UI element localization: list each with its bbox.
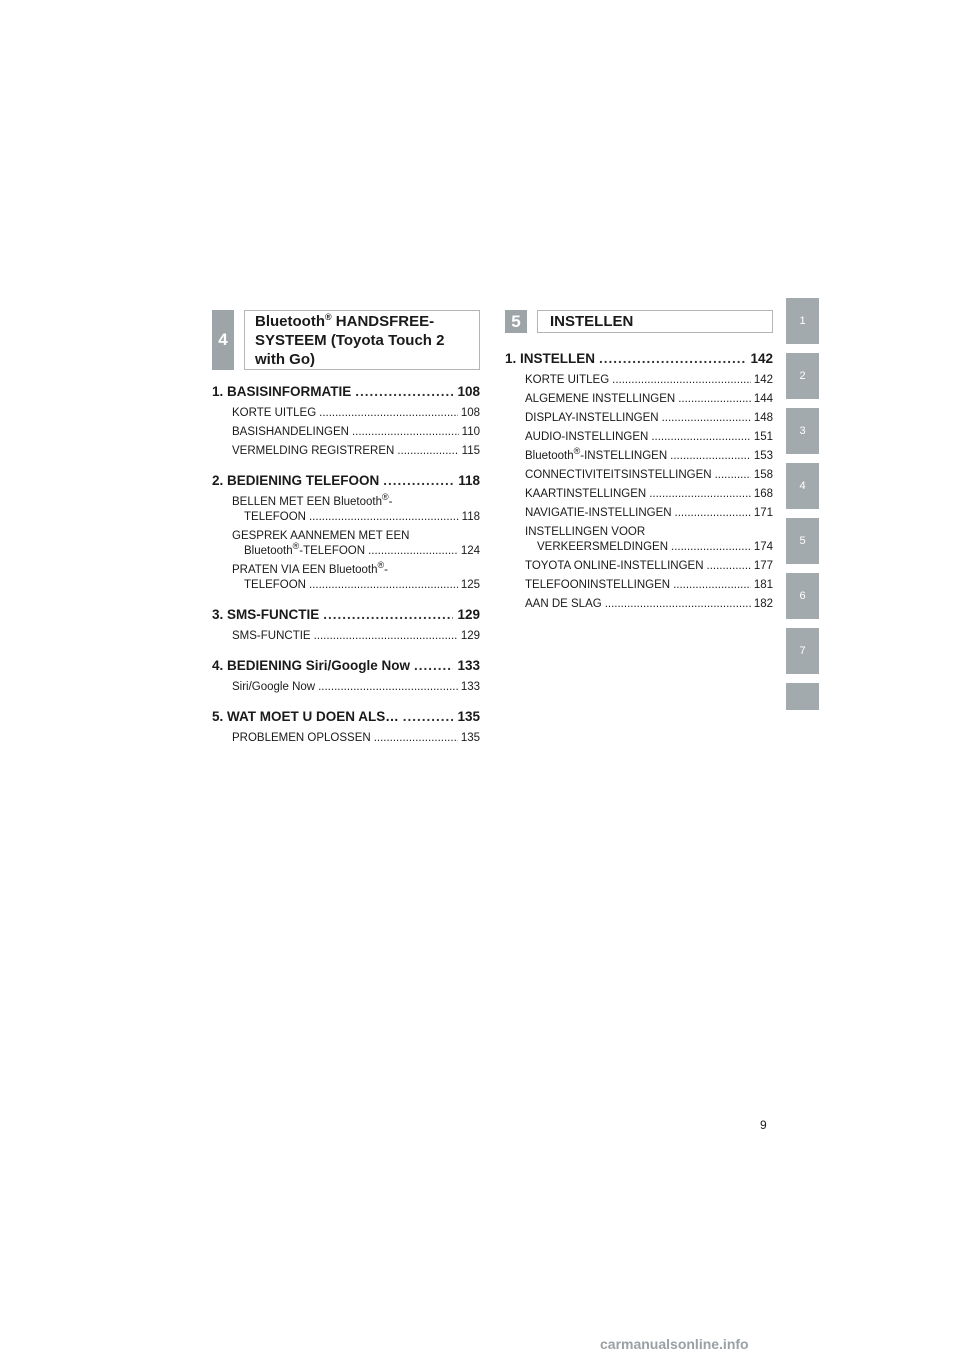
section-number-4: 4 [212,310,234,370]
toc-item[interactable]: TELEFOONINSTELLINGEN ..... 181 [525,578,773,593]
watermark: carmanualsonline.info [600,1336,749,1352]
chapter-tab-strip [786,298,819,719]
section-title-4: Bluetooth® HANDSFREE-SYSTEEM (Toyota Touch 2 with Go) [244,310,480,370]
toc-item[interactable]: BASISHANDELINGEN ..... 110 [232,425,480,440]
toc-chapter-wat-moet-u-doen[interactable]: 5. WAT MOET U DOEN ALS… ..... 135 [212,709,480,724]
toc-item[interactable]: BELLEN MET EEN Bluetooth®- TELEFOON ..... 118 [232,495,480,525]
toc-item[interactable]: PROBLEMEN OPLOSSEN ..... 135 [232,731,480,746]
chapter-tab-1[interactable]: 1 [786,298,819,344]
section-title-5: INSTELLEN [537,310,773,333]
toc-item[interactable]: CONNECTIVITEITSINSTELLINGEN ..... 158 [525,468,773,483]
toc-chapter-sms-functie[interactable]: 3. SMS-FUNCTIE ..... 129 [212,607,480,622]
toc-item[interactable]: Bluetooth®-INSTELLINGEN ..... 153 [525,449,773,464]
chapter-tab-index[interactable] [786,683,819,710]
chapter-tab-6[interactable]: 6 [786,573,819,619]
toc-chapter-instellen[interactable]: 1. INSTELLEN ..... 142 [505,351,773,366]
toc-item[interactable]: VERMELDING REGISTREREN ..... 115 [232,444,480,459]
toc-item[interactable]: TOYOTA ONLINE-INSTELLINGEN ..... 177 [525,559,773,574]
toc-item[interactable]: Siri/Google Now ..... 133 [232,680,480,695]
toc-item[interactable]: AUDIO-INSTELLINGEN ..... 151 [525,430,773,445]
page-number: 9 [760,1118,767,1132]
toc-chapter-basisinformatie[interactable]: 1. BASISINFORMATIE ..... 108 [212,384,480,399]
toc-section-5 [505,310,773,616]
toc-item[interactable]: INSTELLINGEN VOOR VERKEERSMELDINGEN ..... 174 [525,525,773,555]
toc-item[interactable]: NAVIGATIE-INSTELLINGEN ..... 171 [525,506,773,521]
toc-section-4 [212,310,480,750]
chapter-tab-2[interactable]: 2 [786,353,819,399]
toc-item[interactable]: KORTE UITLEG ..... 142 [525,373,773,388]
section-header-5 [505,310,773,333]
toc-item[interactable]: GESPREK AANNEMEN MET EEN Bluetooth®-TELEFOON ..... 124 [232,529,480,559]
toc-chapter-bediening-telefoon[interactable]: 2. BEDIENING TELEFOON ..... 118 [212,473,480,488]
toc-item[interactable]: DISPLAY-INSTELLINGEN ..... 148 [525,411,773,426]
toc-item[interactable]: KAARTINSTELLINGEN ..... 168 [525,487,773,502]
toc-item[interactable]: AAN DE SLAG ..... 182 [525,597,773,612]
toc-item[interactable]: KORTE UITLEG ..... 108 [232,406,480,421]
chapter-tab-5[interactable]: 5 [786,518,819,564]
toc-item[interactable]: ALGEMENE INSTELLINGEN ..... 144 [525,392,773,407]
chapter-tab-7[interactable]: 7 [786,628,819,674]
section-number-5: 5 [505,310,527,333]
toc-item[interactable]: PRATEN VIA EEN Bluetooth®- TELEFOON ..... 125 [232,563,480,593]
section-header-4 [212,310,480,370]
chapter-tab-3[interactable]: 3 [786,408,819,454]
toc-item[interactable]: SMS-FUNCTIE ..... 129 [232,629,480,644]
chapter-tab-4[interactable]: 4 [786,463,819,509]
toc-chapter-siri-google-now[interactable]: 4. BEDIENING Siri/Google Now ..... 133 [212,658,480,673]
